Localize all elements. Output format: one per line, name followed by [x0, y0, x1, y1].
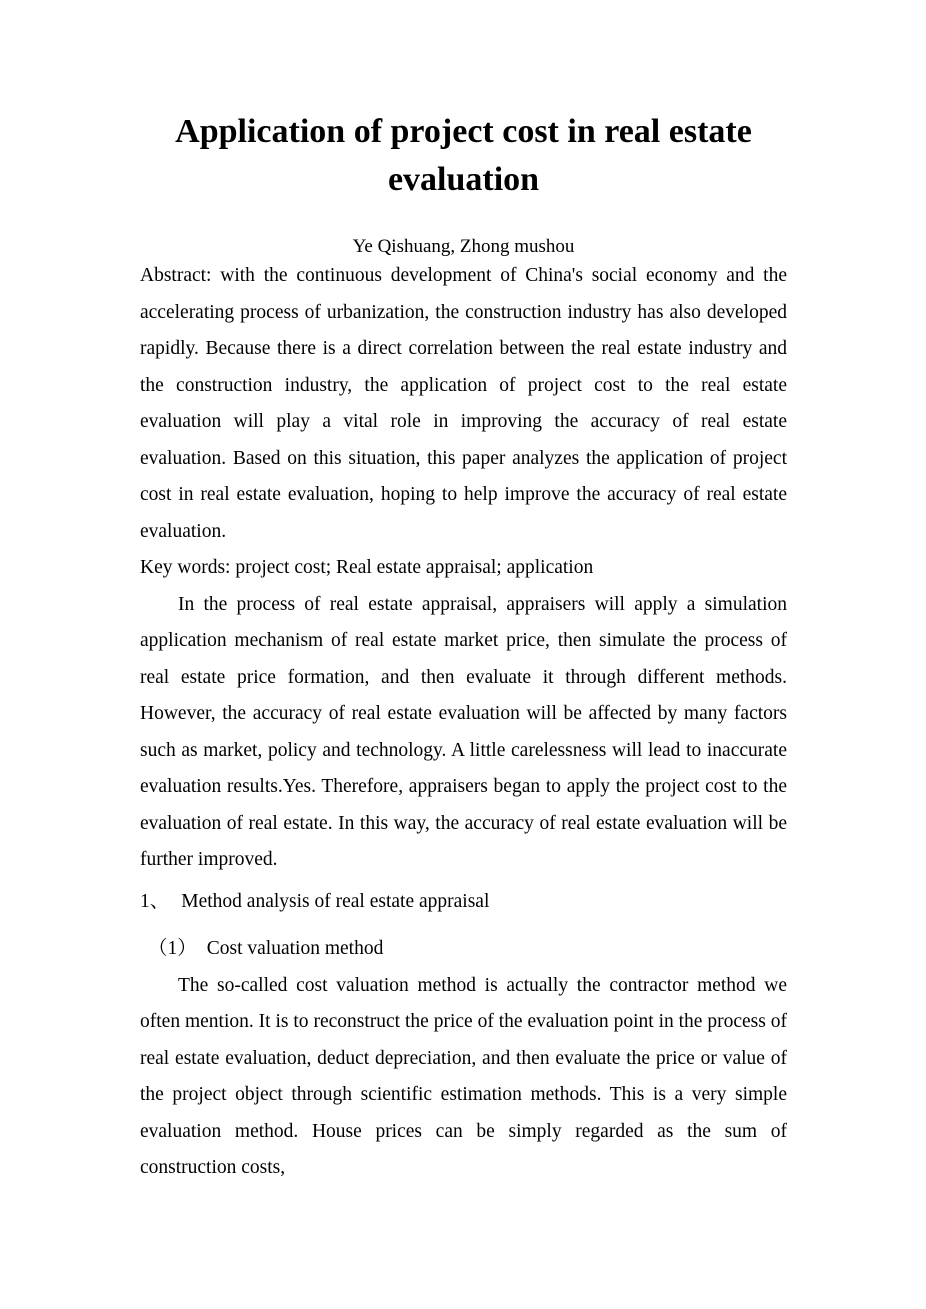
section-number: 1、	[140, 890, 170, 912]
subsection-number: （1）	[148, 938, 197, 959]
abstract-paragraph: Abstract: with the continuous development of China's social economy and the accelerating process of urbanization, the construction industry has also developed rapidly. Because there is a direct correlation between the real estate industry and the construction industry, the application of project cost to the real estate evaluation will play a vital role in improving the accuracy of real estate evaluation. Based on this situation, this paper analyzes the application of project cost in real estate evaluation, hoping to help improve the accuracy of real estate evaluation.	[140, 265, 787, 542]
authors-line: Ye Qishuang, Zhong mushou	[352, 236, 575, 257]
section-title: Method analysis of real estate appraisal	[181, 890, 490, 912]
document-title: Application of project cost in real estate evaluation	[175, 113, 752, 198]
body-paragraph-1: In the process of real estate appraisal, appraisers will apply a simulation application mechanism of real estate market price, then simulate the process of real estate price formation, and then evaluate it through different methods. However, the accuracy of real estate evaluation will be affected by many factors such as market, policy and technology. A little carelessness will lead to inaccurate evaluation results.Yes. Therefore, appraisers began to apply the project cost to the evaluation of real estate. In this way, the accuracy of real estate evaluation will be further improved.	[140, 593, 787, 870]
body-paragraph-2: The so-called cost valuation method is actually the contractor method we often mention. It is to reconstruct the price of the evaluation point in the process of real estate evaluation, deduct depreciation, and then evaluate the price or value of the project object through scientific estimation methods. This is a very simple evaluation method. House prices can be simply regarded as the sum of construction costs,	[140, 974, 787, 1178]
subsection-title: Cost valuation method	[206, 938, 384, 959]
section-heading-1	[140, 884, 787, 921]
subsection-heading-1-1	[140, 931, 787, 968]
keywords-line: Key words: project cost; Real estate appraisal; application	[140, 557, 594, 578]
